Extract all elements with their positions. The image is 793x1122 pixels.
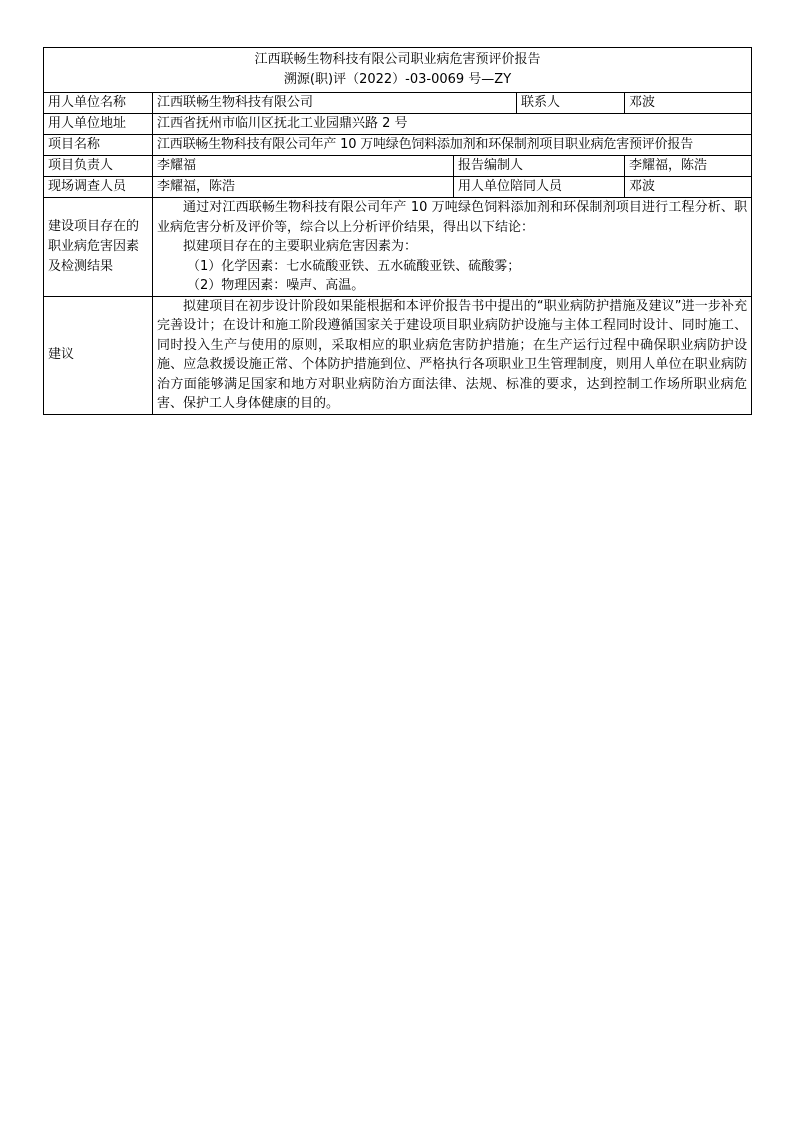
- hazards-paragraph-1: 通过对江西联畅生物科技有限公司年产 10 万吨绿色饲料添加剂和环保制剂项目进行工程分析、职业病危害分析及评价等，综合以上分析评价结果，得出以下结论：: [157, 200, 748, 235]
- project-leader-value: 李耀福: [153, 156, 454, 177]
- report-number: 溯源(职)评（2022）-03-0069 号—ZY: [283, 72, 512, 87]
- hazards-content: [153, 198, 752, 297]
- escort-label: 用人单位陪同人员: [454, 177, 625, 198]
- hazards-item-chemical: （1）化学因素：七水硫酸亚铁、五水硫酸亚铁、硫酸雾；: [187, 258, 521, 274]
- suggestion-content: [153, 296, 752, 414]
- project-name-row: [44, 135, 752, 156]
- hazards-label: 建设项目存在的职业病危害因素及检测结果: [44, 198, 153, 297]
- site-investigator-label: 现场调查人员: [44, 177, 153, 198]
- hazards-item-physical: （2）物理因素：噪声、高温。: [187, 278, 365, 293]
- site-investigator-row: [44, 177, 752, 198]
- hazards-row: [44, 198, 752, 297]
- report-author-label: 报告编制人: [454, 156, 625, 177]
- employer-name-value: 江西联畅生物科技有限公司: [153, 93, 517, 114]
- employer-name-row: [44, 93, 752, 114]
- suggestion-text: 拟建项目在初步设计阶段如果能根据和本评价报告书中提出的“职业病防护措施及建议”进一步补充完善设计；在设计和施工阶段遵循国家关于建设项目职业病防护设施与主体工程同时设计、同时施工、同时投入生产与使用的原则，采取相应的职业病危害防护措施；在生产运行过程中确保职业病防护设施、应急救援设施正常、个体防护措施到位、严格执行各项职业卫生管理制度，则用人单位在职业病防治方面能够满足国家和地方对职业病防治方面法律、法规、标准的要求，达到控制工作场所职业病危害、保护工人身体健康的目的。: [157, 298, 748, 411]
- hazards-paragraph-2: 拟建项目存在的主要职业病危害因素为：: [183, 239, 418, 254]
- employer-address-row: [44, 114, 752, 135]
- project-name-label: 项目名称: [44, 135, 153, 156]
- employer-address-label: 用人单位地址: [44, 114, 153, 135]
- contact-value: 邓波: [625, 93, 752, 114]
- project-leader-label: 项目负责人: [44, 156, 153, 177]
- report-author-value: 李耀福，陈浩: [625, 156, 752, 177]
- site-investigator-value: 李耀福，陈浩: [153, 177, 454, 198]
- project-leader-row: [44, 156, 752, 177]
- report-title: 江西联畅生物科技有限公司职业病危害预评价报告: [254, 52, 541, 67]
- suggestion-label: 建议: [44, 296, 153, 414]
- header-row: [44, 48, 752, 93]
- escort-value: 邓波: [625, 177, 752, 198]
- employer-address-value: 江西省抚州市临川区抚北工业园鼎兴路 2 号: [153, 114, 752, 135]
- report-summary-table: [43, 47, 752, 415]
- suggestion-row: [44, 296, 752, 414]
- report-header: [44, 48, 752, 93]
- employer-name-label: 用人单位名称: [44, 93, 153, 114]
- contact-label: 联系人: [517, 93, 625, 114]
- project-name-value: 江西联畅生物科技有限公司年产 10 万吨绿色饲料添加剂和环保制剂项目职业病危害预评价报告: [153, 135, 752, 156]
